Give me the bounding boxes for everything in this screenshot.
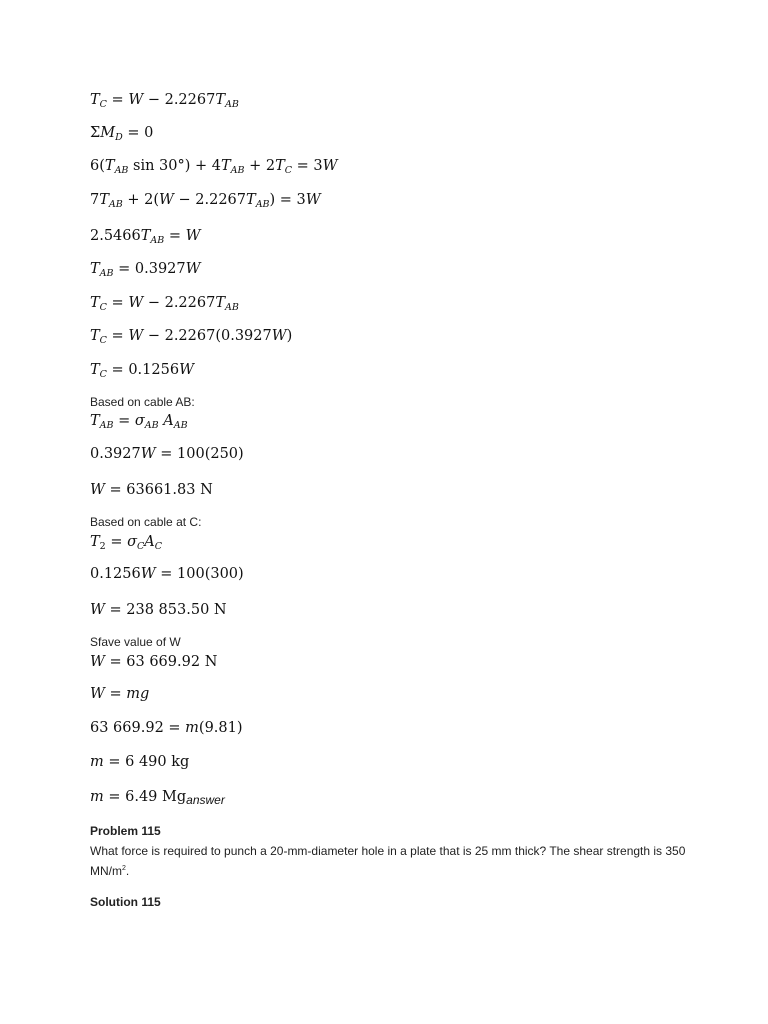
equation-tc-in-terms-of-tab: $T_C = W - 2.2267T_{AB}$ [90,92,239,110]
equation-sum-moments-d: $\Sigma M_D = 0$ [90,125,154,143]
equation-simplified: $2.5466T_{AB} = W$ [90,228,201,246]
equation-w-from-c: W = 238 853.50 N [90,602,227,618]
equation-mass-numeric: 63 669.92 = m(9.81) [90,720,243,736]
label-cable-ab: Based on cable AB: [90,395,195,409]
equation-substitution: $7T_{AB} + 2(W - 2.2267T_{AB}) = 3W$ [90,192,321,210]
equation-t2-stress-area: $T_2 = \sigma_CA_C$ [90,534,163,552]
problem-title: Problem 115 [90,824,161,838]
equation-tab-result: $T_{AB} = 0.3927W$ [90,261,201,279]
label-cable-c: Based on cable at C: [90,515,202,529]
equation-tc-substituted: $T_C = W - 2.2267(0.3927W)$ [90,328,293,346]
solution-title: Solution 115 [90,895,161,909]
answer-label: answer [186,793,225,807]
problem-text-end: . [125,864,130,878]
equation-tc-result: $T_C = 0.1256W$ [90,362,194,380]
equation-tab-stress-area: $T_{AB} = \sigma_{AB}$ $A_{AB}$ [90,413,188,431]
problem-statement [90,841,690,881]
equation-ab-numeric: 0.3927W = 100(250) [90,446,244,462]
problem-text: What force is required to punch a 20-mm-diameter hole in a plate that is 25 mm thick? The shear strength is 350 MN/m [90,844,686,878]
equation-moment-balance: $6(T_{AB}$ $\sin 30^\circ) + 4T_{AB} + 2T_C = 3W$ [90,158,338,176]
problem-text-superscript: 2 [122,865,126,872]
equation-w-safe: W = 63 669.92 N [90,654,218,670]
equation-w-from-ab: W = 63661.83 N [90,482,213,498]
equation-mass-kg: m = 6 490 kg [90,754,190,770]
equation-tc-repeat: $T_C = W - 2.2267T_{AB}$ [90,295,239,313]
equation-w-mg: W = mg [90,686,150,702]
label-safe-value: Sfave value of W [90,635,181,649]
equation-mass-answer: m = 6.49 $Mg_{answer}$ [90,789,225,807]
equation-c-numeric: 0.1256W = 100(300) [90,566,244,582]
